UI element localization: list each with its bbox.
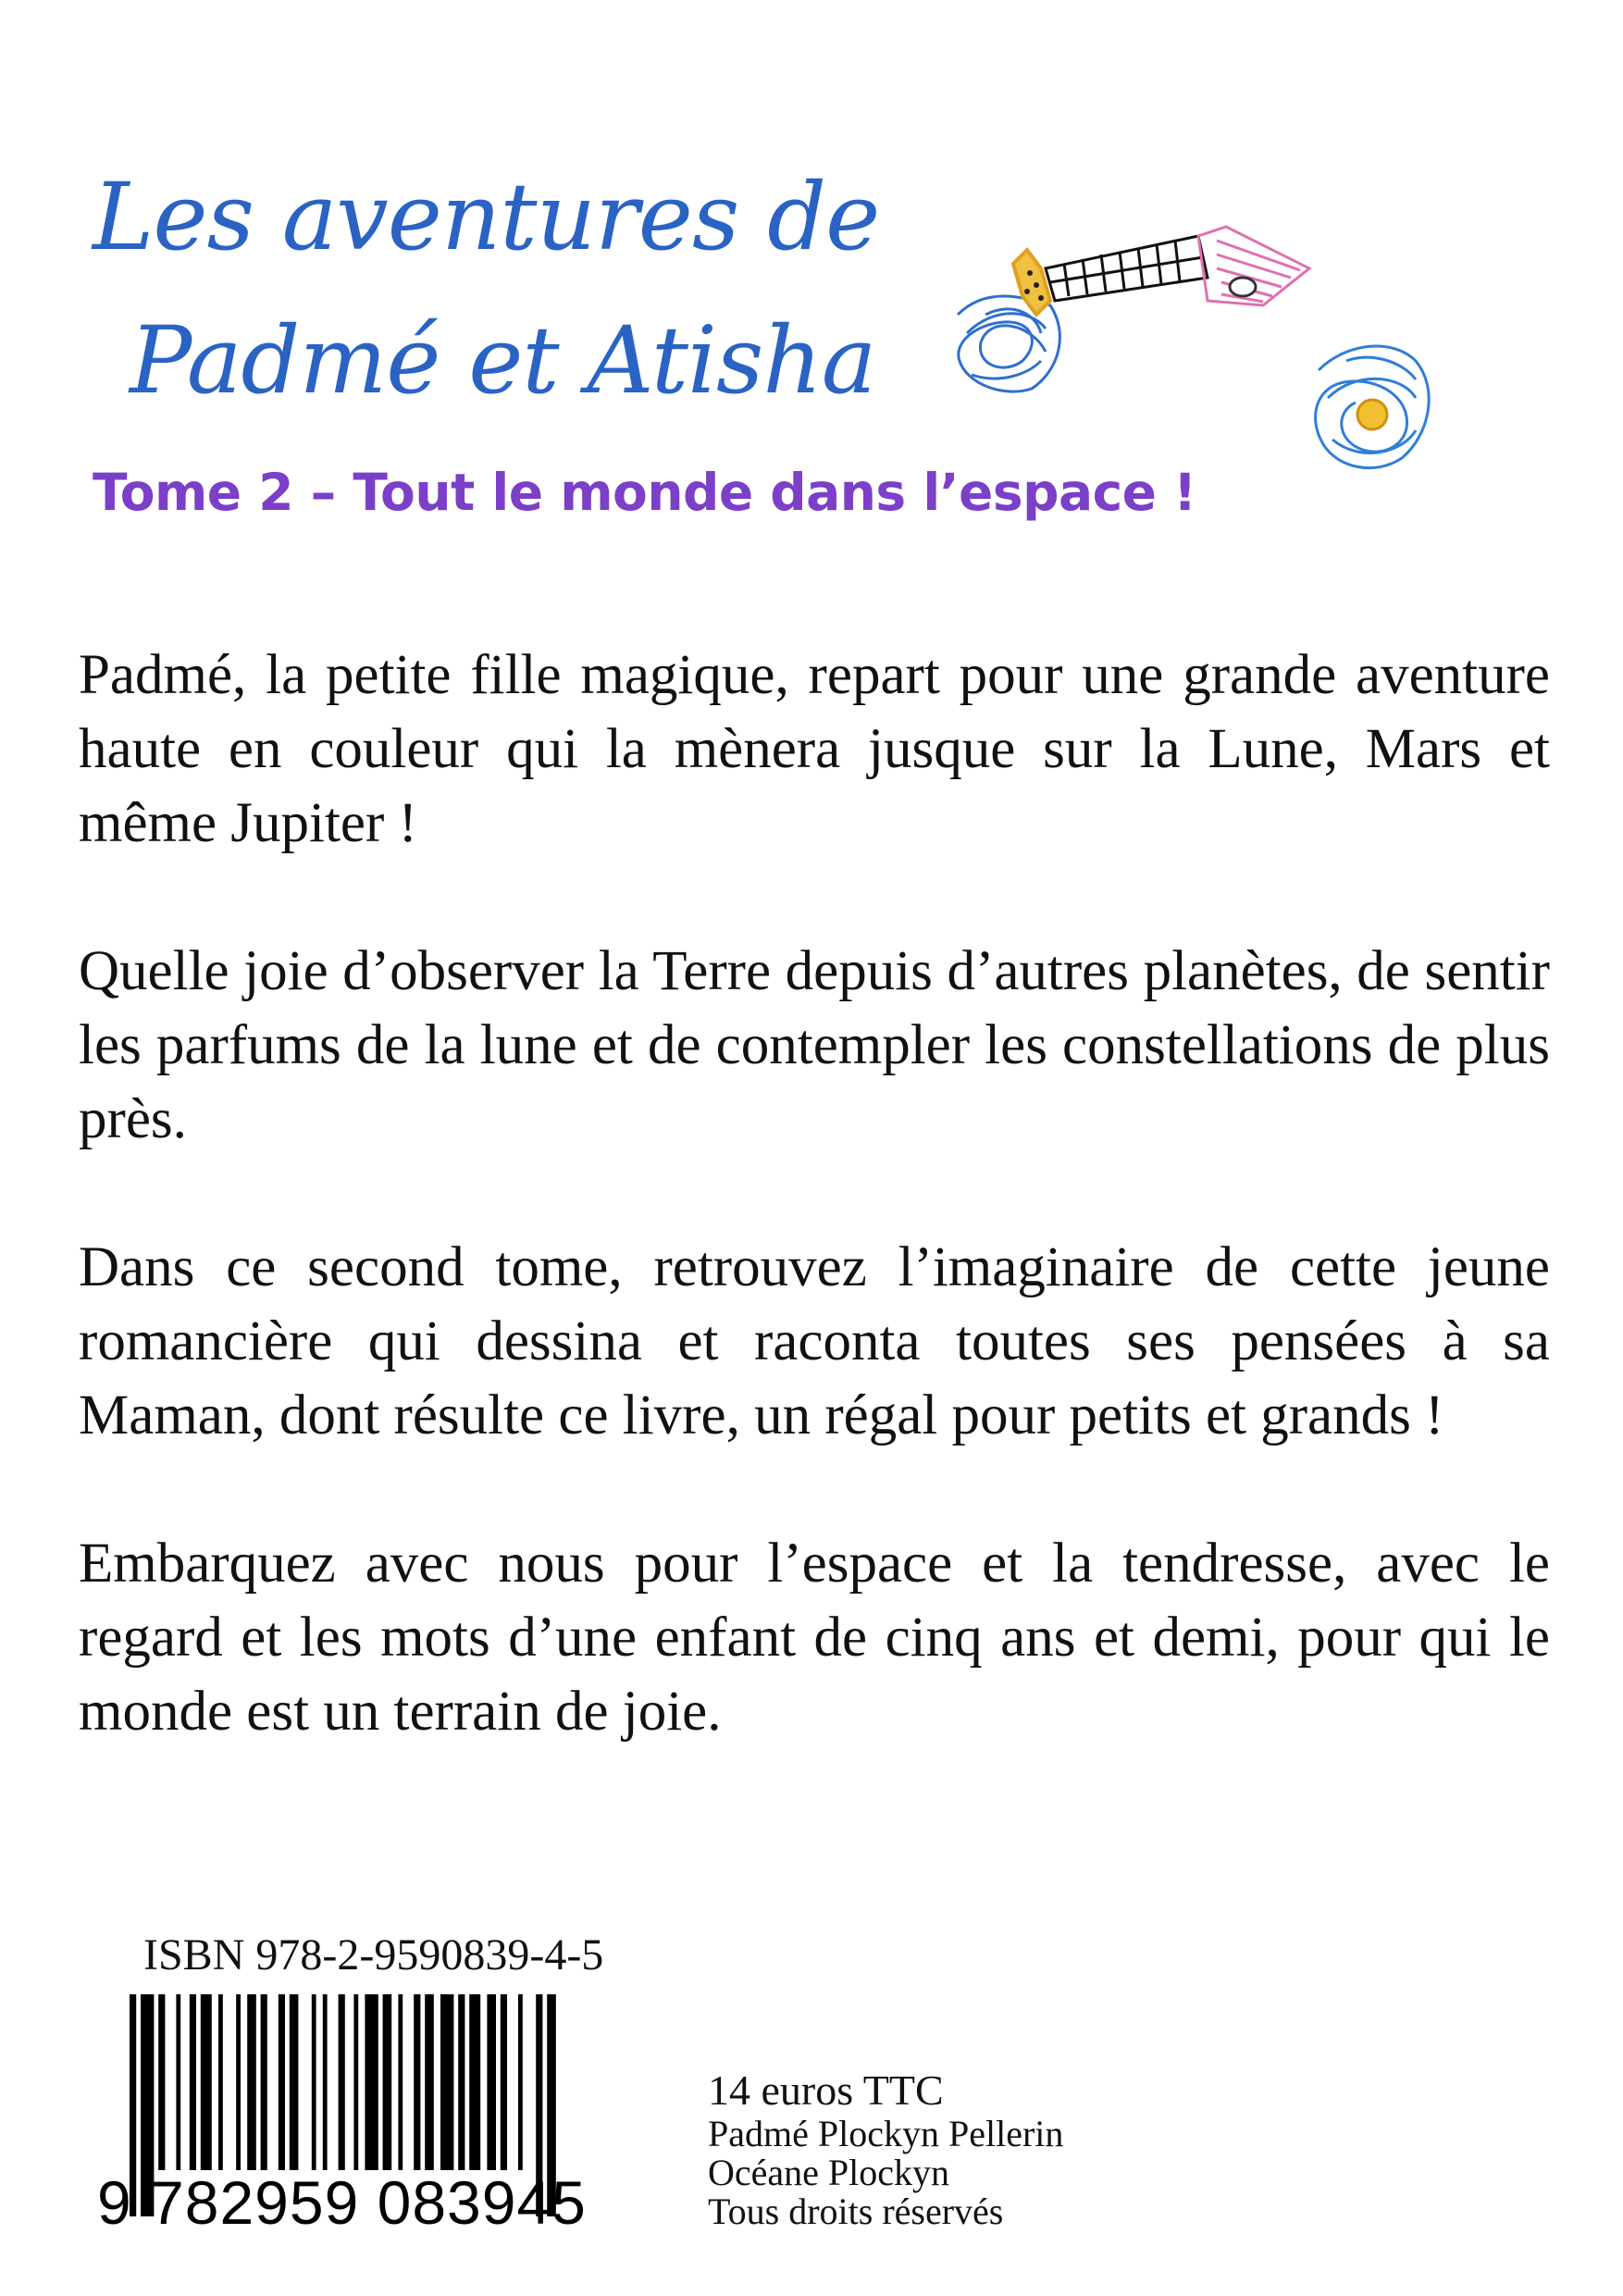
credit-author: Padmé Plockyn Pellerin bbox=[708, 2113, 1064, 2155]
price: 14 euros TTC bbox=[708, 2066, 944, 2114]
credit-illustrator: Océane Plockyn bbox=[708, 2152, 950, 2194]
subtitle: Tome 2 – Tout le monde dans l’espace ! bbox=[93, 463, 1196, 522]
price-and-credits bbox=[708, 2068, 1063, 2231]
isbn-label: ISBN 978-2-9590839-4-5 bbox=[143, 1930, 604, 1980]
blurb-paragraph-4: Embarquez avec nous pour l’espace et la tendresse, avec le regard et les mots d’une enfant de cinq ans et demi, pour qui le monde est un terrain de joie. bbox=[79, 1533, 1550, 1743]
blurb-paragraph-3: Dans ce second tome, retrouvez l’imaginaire de cette jeune romancière qui dessina et raconta toutes ses pensées à sa Maman, dont résulte ce livre, un régal pour petits et grands ! bbox=[79, 1236, 1550, 1446]
title-line-1: Les aventures de bbox=[93, 163, 880, 271]
blurb-paragraph-1: Padmé, la petite fille magique, repart pour une grande aventure haute en couleur qui la mènera jusque sur la Lune, Mars et même Jupiter ! bbox=[79, 644, 1550, 854]
blurb-paragraph-2: Quelle joie d’observer la Terre depuis d’autres planètes, de sentir les parfums de la lune et de contempler les constellations de plus près. bbox=[79, 940, 1550, 1150]
barcode-digits: 9 782959 083945 bbox=[97, 2168, 587, 2237]
title-line-2: Padmé et Atisha bbox=[130, 306, 876, 415]
credit-rights: Tous droits réservés bbox=[708, 2191, 1004, 2233]
rocket-and-planets-drawing-icon bbox=[948, 213, 1457, 490]
blurb bbox=[79, 639, 1550, 1823]
